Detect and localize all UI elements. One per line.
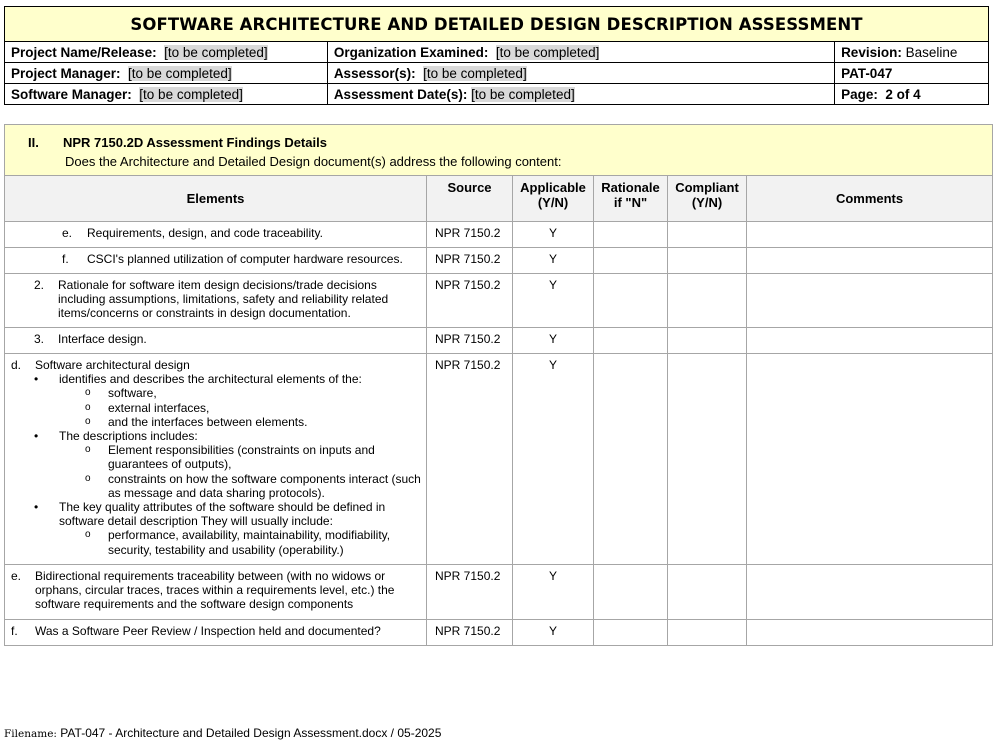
assessment-date-field[interactable]: [to be completed]: [471, 86, 575, 102]
assessment-date-cell: [327, 84, 834, 105]
doc-id-cell: [835, 63, 989, 84]
element-cell: [5, 248, 427, 274]
findings-table: [4, 124, 993, 646]
section-title: NPR 7150.2D Assessment Findings Details: [63, 135, 327, 150]
bullet-text: The descriptions includes:: [59, 429, 198, 444]
rationale-cell[interactable]: [594, 274, 668, 328]
document-header: [4, 6, 989, 105]
table-row: [5, 274, 993, 328]
source-cell: NPR 7150.2: [427, 328, 513, 354]
applicable-cell[interactable]: Y: [513, 274, 594, 328]
element-cell: [5, 565, 427, 620]
sub-bullet-text: Element responsibilities (constraints on inputs and guarantees of outputs),: [108, 443, 375, 472]
rationale-cell[interactable]: [594, 222, 668, 248]
compliant-cell[interactable]: [668, 565, 747, 620]
assessment-date-label: Assessment Date(s):: [333, 86, 468, 102]
sub-bullet-icon: o: [85, 529, 91, 541]
compliant-cell[interactable]: [668, 222, 747, 248]
sub-bullet-text: constraints on how the software components interact (such as message and data sharing protocols).: [108, 471, 421, 500]
section-question: Does the Architecture and Detailed Design document(s) address the following content:: [65, 154, 562, 169]
source-cell: NPR 7150.2: [427, 222, 513, 248]
applicable-cell[interactable]: Y: [513, 620, 594, 646]
item-marker: e.: [11, 569, 22, 583]
assessor-cell: [327, 63, 834, 84]
organization-label: Organization Examined:: [333, 44, 489, 60]
source-cell: NPR 7150.2: [427, 354, 513, 565]
rationale-cell[interactable]: [594, 328, 668, 354]
comments-cell[interactable]: [747, 354, 993, 565]
bullet-text: identifies and describes the architectural elements of the:: [59, 372, 362, 387]
section-number: II.: [28, 135, 39, 150]
compliant-cell[interactable]: [668, 248, 747, 274]
comments-cell[interactable]: [747, 248, 993, 274]
item-text: Rationale for software item design decisions/trade decisions including assumptions, limitations, safety and reliability related items/concerns or constraints in design documentation.: [58, 278, 389, 321]
comments-cell[interactable]: [747, 222, 993, 248]
sub-bullet-icon: o: [85, 472, 91, 484]
rationale-cell[interactable]: [594, 248, 668, 274]
item-text: Software architectural design: [35, 358, 190, 372]
comments-cell[interactable]: [747, 274, 993, 328]
column-header-compliant: Compliant (Y/N): [668, 176, 747, 222]
sub-bullet-icon: o: [85, 444, 91, 456]
comments-cell[interactable]: [747, 328, 993, 354]
item-marker: f.: [62, 252, 69, 266]
applicable-cell[interactable]: Y: [513, 328, 594, 354]
page-number: 2 of 4: [885, 86, 921, 102]
column-header-rationale: Rationale if "N": [594, 176, 668, 222]
source-cell: NPR 7150.2: [427, 565, 513, 620]
project-name-field[interactable]: [to be completed]: [164, 44, 268, 60]
column-header-row: [5, 176, 993, 222]
item-marker: d.: [11, 358, 22, 372]
project-name-cell: [5, 42, 328, 63]
rationale-cell[interactable]: [594, 354, 668, 565]
compliant-cell[interactable]: [668, 328, 747, 354]
item-text: Bidirectional requirements traceability between (with no widows or orphans, circular traces, traces within a requirements level, etc.) the software requirements and the software design components: [35, 569, 395, 612]
sub-bullet-icon: o: [85, 401, 91, 413]
table-row: [5, 222, 993, 248]
item-marker: e.: [62, 226, 73, 240]
project-manager-label: Project Manager:: [11, 65, 121, 81]
column-header-comments: Comments: [747, 176, 993, 222]
source-cell: NPR 7150.2: [427, 274, 513, 328]
project-manager-cell: [5, 63, 328, 84]
applicable-cell[interactable]: Y: [513, 222, 594, 248]
page-cell: [835, 84, 989, 105]
project-manager-field[interactable]: [to be completed]: [128, 65, 232, 81]
element-cell: [5, 354, 427, 565]
software-manager-cell: [5, 84, 328, 105]
element-cell: [5, 328, 427, 354]
footer: [4, 726, 441, 740]
element-cell: [5, 222, 427, 248]
column-header-applicable: Applicable (Y/N): [513, 176, 594, 222]
rationale-cell[interactable]: [594, 565, 668, 620]
item-marker: 2.: [34, 278, 45, 292]
bullet-text: The key quality attributes of the software should be defined in software detail description They will usually include:: [59, 500, 386, 529]
compliant-cell[interactable]: [668, 620, 747, 646]
item-text: Was a Software Peer Review / Inspection held and documented?: [35, 624, 381, 638]
assessor-field[interactable]: [to be completed]: [423, 65, 527, 81]
item-text: Interface design.: [58, 332, 147, 346]
element-cell: [5, 620, 427, 646]
sub-bullet-text: software,: [108, 386, 157, 401]
revision-label: Revision:: [841, 44, 902, 60]
sub-bullet-text: external interfaces,: [108, 400, 210, 415]
sub-bullet-icon: o: [85, 387, 91, 399]
element-cell: [5, 274, 427, 328]
doc-id: PAT-047: [841, 65, 893, 81]
column-header-elements: Elements: [5, 176, 427, 222]
sub-bullet-text: performance, availability, maintainability, modifiability, security, testability and usability (operability.): [108, 528, 391, 557]
table-row: [5, 248, 993, 274]
compliant-cell[interactable]: [668, 274, 747, 328]
software-manager-label: Software Manager:: [11, 86, 132, 102]
organization-cell: [327, 42, 834, 63]
assessor-label: Assessor(s):: [333, 65, 416, 81]
compliant-cell[interactable]: [668, 354, 747, 565]
project-name-label: Project Name/Release:: [11, 44, 157, 60]
revision-cell: [835, 42, 989, 63]
bullet-icon: •: [34, 500, 39, 515]
source-cell: NPR 7150.2: [427, 248, 513, 274]
table-row: [5, 620, 993, 646]
comments-cell[interactable]: [747, 565, 993, 620]
column-header-source: Source: [427, 176, 513, 222]
document-title: SOFTWARE ARCHITECTURE AND DETAILED DESIGN DESCRIPTION ASSESSMENT: [5, 7, 989, 42]
page-label: Page:: [841, 86, 878, 102]
footer-filename-label: Filename:: [4, 728, 57, 740]
applicable-cell[interactable]: Y: [513, 354, 594, 565]
software-manager-field[interactable]: [to be completed]: [139, 86, 243, 102]
section-header: [5, 125, 993, 176]
comments-cell[interactable]: [747, 620, 993, 646]
organization-field[interactable]: [to be completed]: [495, 44, 600, 60]
bullet-icon: •: [34, 429, 39, 444]
applicable-cell[interactable]: Y: [513, 565, 594, 620]
rationale-cell[interactable]: [594, 620, 668, 646]
item-marker: f.: [11, 624, 18, 638]
table-row: [5, 354, 993, 565]
source-cell: NPR 7150.2: [427, 620, 513, 646]
revision-value: Baseline: [905, 44, 958, 60]
sub-bullet-icon: o: [85, 415, 91, 427]
table-row: [5, 328, 993, 354]
footer-filename: PAT-047 - Architecture and Detailed Design Assessment.docx / 05-2025: [60, 726, 442, 740]
table-row: [5, 565, 993, 620]
applicable-cell[interactable]: Y: [513, 248, 594, 274]
item-text: Requirements, design, and code traceability.: [87, 226, 323, 240]
bullet-icon: •: [34, 372, 39, 387]
sub-bullet-text: and the interfaces between elements.: [108, 414, 308, 429]
item-text: CSCI's planned utilization of computer hardware resources.: [87, 252, 403, 266]
item-marker: 3.: [34, 332, 45, 346]
